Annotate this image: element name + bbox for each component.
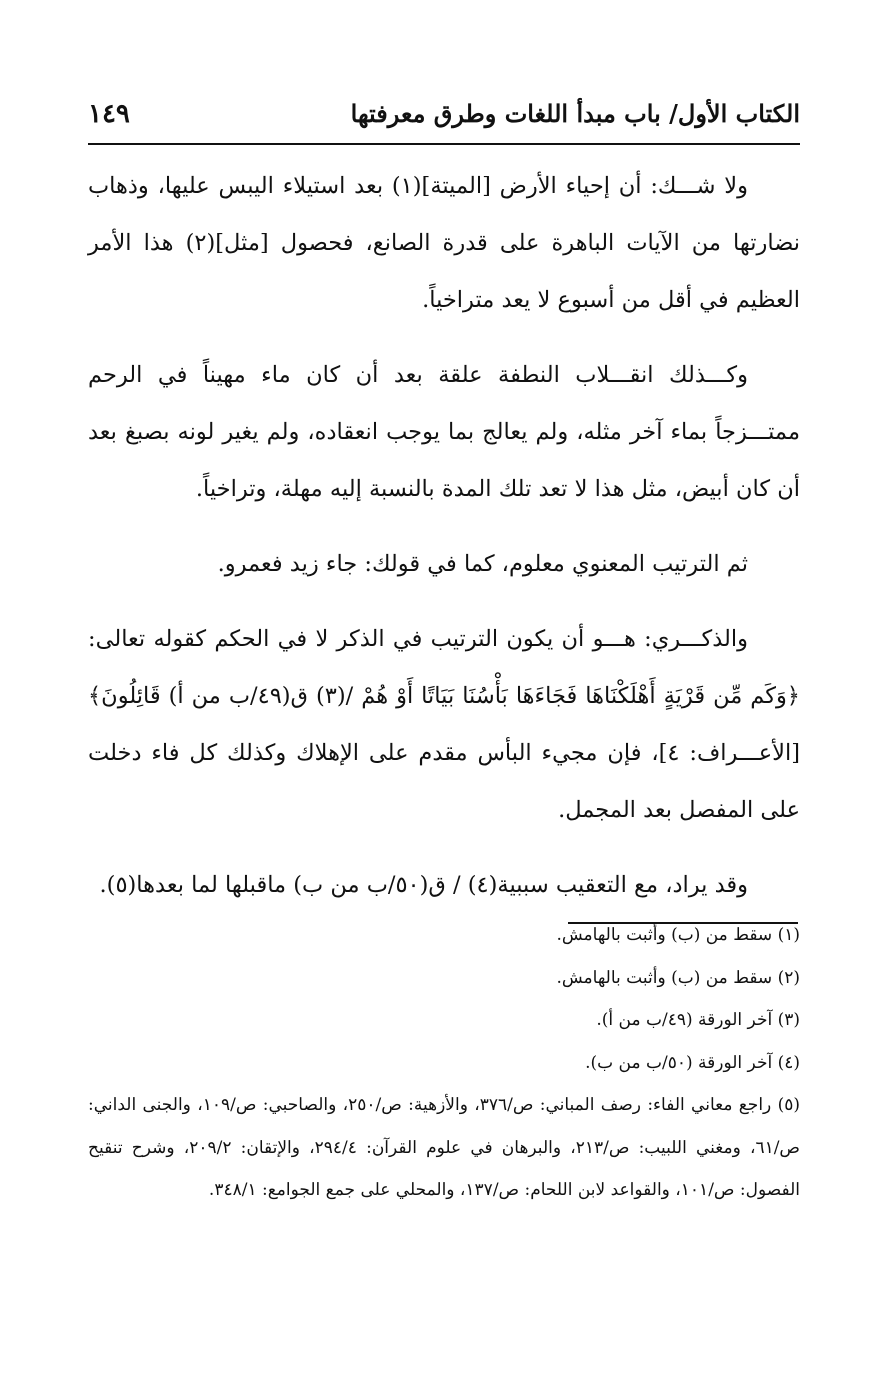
footnote-3: (٣) آخر الورقة (٤٩/ب من أ). (596, 1010, 800, 1030)
page-number: ١٤٩ (88, 99, 130, 129)
paragraph-causality: وقد يراد، مع التعقيب سببية(٤) / ق(٥٠/ب من ب) ماقبلها لما بعدها(٥). (99, 872, 748, 898)
footnote-1: (١) سقط من (ب) وأثبت بالهامش. (556, 925, 800, 945)
running-header (88, 94, 800, 134)
main-text (88, 158, 800, 932)
footnote-4: (٤) آخر الورقة (٥٠/ب من ب). (585, 1052, 800, 1073)
footnote-5: (٥) راجع معاني الفاء: رصف المباني: ص/٣٧٦، والأزهية: ص/٢٥٠، والصاحبي: ص/١٠٩، والجنى الداني: ص/٦١، ومغني اللبيب: ص/٢١٣، والبرهان في علوم القرآن: ٢٩٤/٤، والإتقان: ٢٠٩/٢، وشرح تنقيح الفصول: ص/١٠١، والقواعد لابن اللحام: ص/١٣٧، والمحلي على جمع الجوامع: ٣٤٨/١. (88, 1095, 800, 1200)
header-divider (88, 143, 800, 145)
chapter-title: الكتاب الأول/ باب مبدأ اللغات وطرق معرفتها (350, 99, 800, 128)
paragraph-mention-order: والذكـــري: هـــو أن يكون الترتيب في الذكر لا في الحكم كقوله تعالى: ﴿وَكَم مِّن قَرْيَةٍ أَهْلَكْنَاهَا فَجَاءَهَا بَأْسُنَا بَيَاتًا أَوْ هُمْ /(٣) ق(٤٩/ب من أ) قَائِلُونَ﴾ [الأعـــراف: ٤]، فإن مجيء البأس مقدم على الإهلاك وكذلك كل فاء دخلت على المفصل بعد المجمل. (88, 626, 800, 823)
paragraph-revival-of-land: ولا شـــك: أن إحياء الأرض [الميتة](١) بعد استيلاء اليبس عليها، وذهاب نضارتها من الآيات الباهرة على قدرة الصانع، فحصول [مثل](٢) هذا الأمر العظيم في أقل من أسبوع لا يعد متراخياً. (88, 173, 800, 313)
footnote-2: (٢) سقط من (ب) وأثبت بالهامش. (556, 967, 800, 988)
paragraph-embryo-stages: وكـــذلك انقـــلاب النطفة علقة بعد أن كان ماء مهيناً في الرحم ممتـــزجاً بماء آخر مثله، ولم يعالج بما يوجب انعقاده، ولم يغير لونه بصبغ بعد أن كان أبيض، مثل هذا لا تعد تلك المدة بالنسبة إليه مهلة، وتراخياً. (88, 362, 800, 502)
footnotes (88, 914, 800, 1212)
paragraph-semantic-order: ثم الترتيب المعنوي معلوم، كما في قولك: جاء زيد فعمرو. (217, 551, 748, 577)
